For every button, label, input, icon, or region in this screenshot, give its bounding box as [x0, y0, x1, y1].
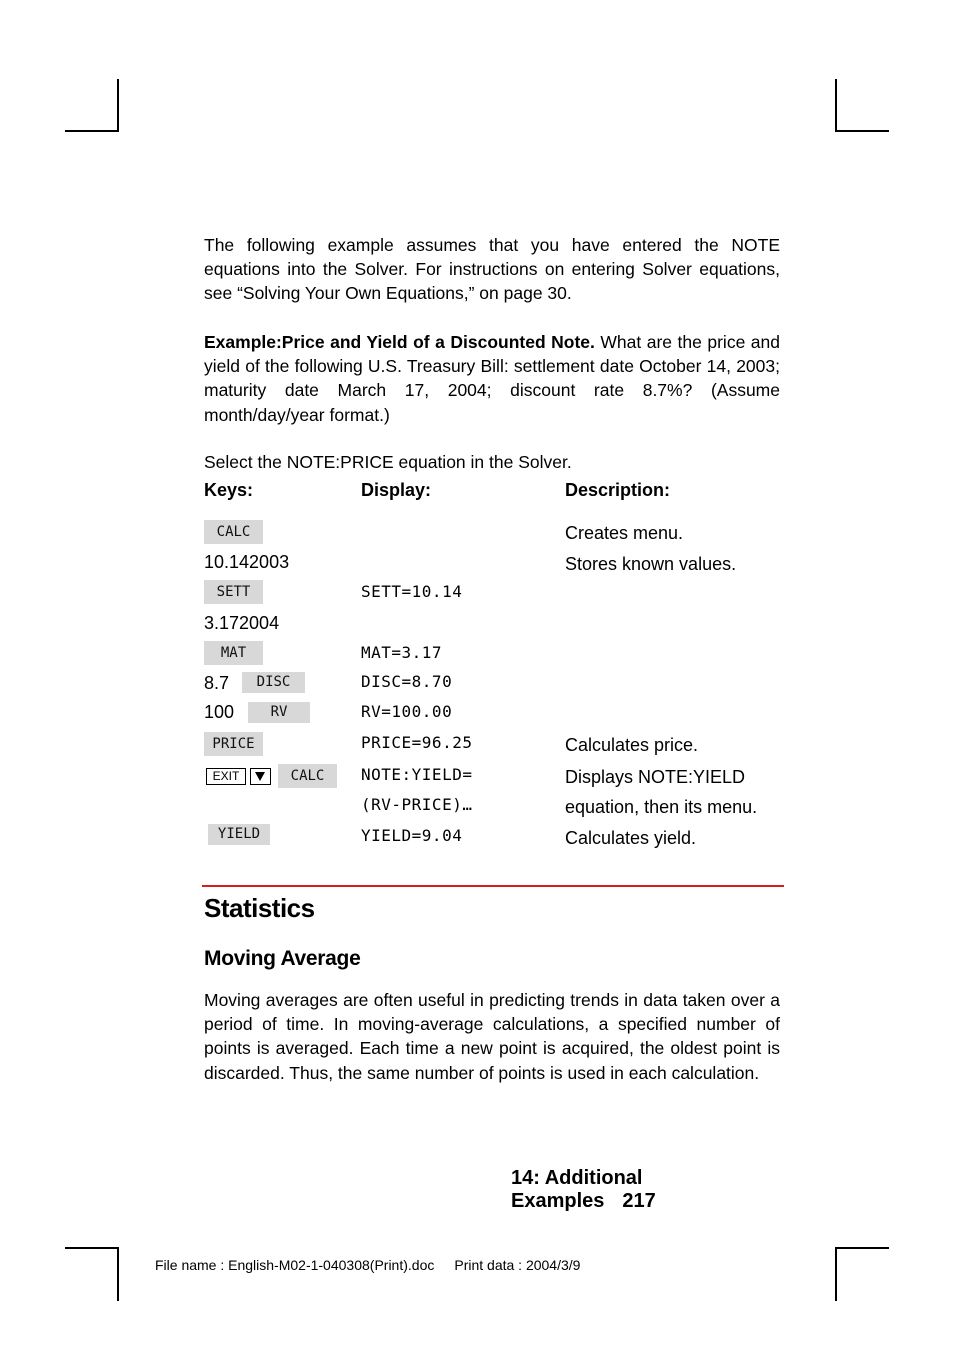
chapter-title: 14: Additional Examples — [511, 1167, 643, 1212]
file-info — [155, 1257, 580, 1273]
discount-value: 8.7 — [204, 673, 230, 693]
page-footer — [511, 1167, 781, 1213]
page-number: 217 — [622, 1190, 656, 1212]
yield-display: YIELD=9.04 — [361, 826, 463, 845]
disc-softkey: DISC — [242, 672, 305, 693]
crop-mark — [835, 1247, 837, 1301]
price-softkey: PRICE — [204, 732, 263, 756]
calc-softkey: CALC — [204, 520, 263, 544]
price-display: PRICE=96.25 — [361, 733, 473, 752]
select-instruction: Select the NOTE:PRICE equation in the Solver. — [204, 452, 572, 472]
rv-softkey: RV — [248, 702, 310, 723]
sett-softkey: SETT — [204, 580, 263, 604]
sett-display: SETT=10.14 — [361, 582, 463, 601]
yield-softkey: YIELD — [208, 824, 270, 845]
section-rule — [202, 885, 784, 887]
crop-mark — [117, 79, 119, 132]
print-date: Print data : 2004/3/9 — [454, 1257, 581, 1273]
note-yield-display: NOTE:YIELD= — [361, 765, 473, 784]
exit-key: EXIT — [206, 768, 246, 785]
example-title: Example:Price and Yield of a Discounted Note. — [204, 332, 595, 352]
stores-values-desc: Stores known values. — [565, 554, 737, 574]
equation-menu-desc: equation, then its menu. — [565, 797, 758, 817]
intro-paragraph: The following example assumes that you have entered the NOTE equations into the Solver. For instructions on entering Solver equations, see “Solving Your Own Equations,” on page 30. — [204, 235, 780, 304]
redemption-value: 100 — [204, 702, 235, 722]
calculates-yield-desc: Calculates yield. — [565, 828, 697, 848]
moving-average-paragraph: Moving averages are often useful in predicting trends in data taken over a period of time. In moving-average calculations, a specified number of points is averaged. Each time a new point is acquired, the oldest point is discarded. Thus, the same number of points is used in each calculation. — [204, 990, 780, 1083]
crop-mark — [835, 79, 837, 132]
crop-mark — [835, 1247, 889, 1249]
disc-display: DISC=8.70 — [361, 672, 453, 691]
display-header: Display: — [361, 480, 432, 500]
file-name: File name : English-M02-1-040308(Print).doc — [155, 1257, 435, 1273]
example-text: What are the price and yield of the following U.S. Treasury Bill: settlement date October 14, 2003; maturity date March 17, 2004; discount rate 8.7%? (Assume month/day/year format.) — [204, 332, 780, 425]
description-header: Description: — [565, 480, 671, 500]
settlement-value: 10.142003 — [204, 552, 290, 572]
rv-display: RV=100.00 — [361, 702, 453, 721]
section-title: Statistics — [204, 893, 315, 923]
note-yield-display-2: (RV-PRICE)… — [361, 795, 473, 814]
creates-menu-desc: Creates menu. — [565, 523, 684, 543]
mat-softkey: MAT — [204, 641, 263, 665]
calc-softkey-2: CALC — [278, 764, 337, 788]
crop-mark — [117, 1247, 119, 1301]
subsection-title: Moving Average — [204, 947, 361, 970]
maturity-value: 3.172004 — [204, 613, 280, 633]
displays-note-yield-desc: Displays NOTE:YIELD — [565, 767, 746, 787]
crop-mark — [65, 130, 119, 132]
crop-mark — [65, 1247, 119, 1249]
example-paragraph — [204, 330, 780, 427]
keys-header: Keys: — [204, 480, 254, 500]
crop-mark — [835, 130, 889, 132]
calculates-price-desc: Calculates price. — [565, 735, 699, 755]
mat-display: MAT=3.17 — [361, 643, 443, 662]
down-arrow-key-icon — [250, 768, 271, 785]
